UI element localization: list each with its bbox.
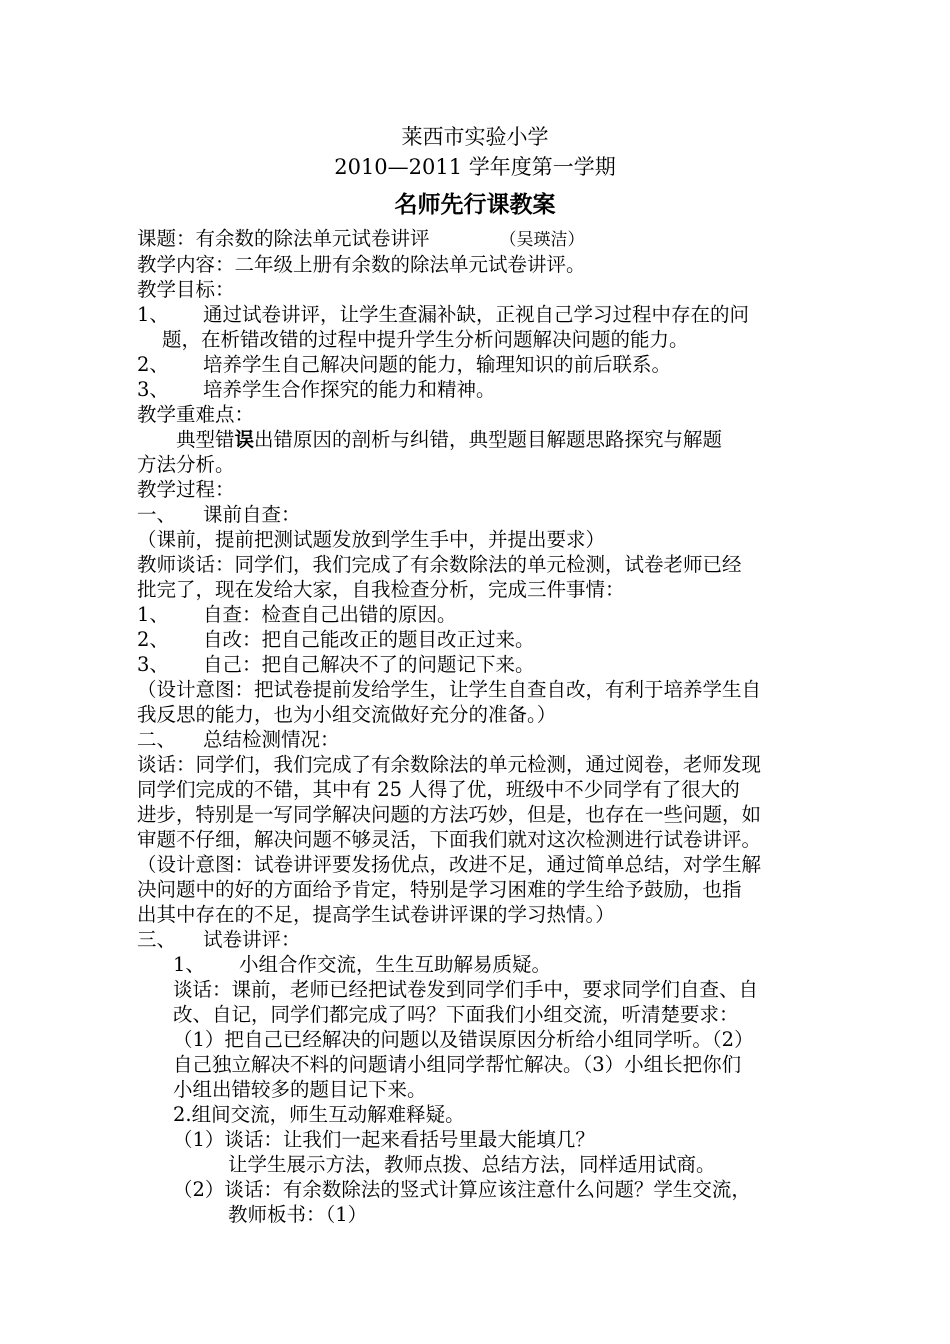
section-title: 试卷讲评： (203, 928, 301, 951)
item-number: 2、 (137, 628, 169, 651)
section-number: 一、 (137, 503, 177, 526)
section-2-design-3: 出其中存在的不足，提高学生试卷讲评课的学习热情。） (137, 903, 615, 926)
section-2-design-2: 决问题中的好的方面给予肯定，特别是学习困难的学生给予鼓励，也指 (137, 878, 742, 901)
section-1-heading (137, 505, 301, 525)
section-2-talk: 谈话：同学们，我们完成了有余数除法的单元检测，通过阅卷，老师发现 (137, 753, 762, 776)
key-text-bold: 误 (234, 428, 255, 451)
key-points-text (176, 430, 722, 450)
item-number: 3、 (137, 653, 169, 676)
section-3-2-2: （2）谈话：有余数除法的竖式计算应该注意什么问题？学生交流， (173, 1178, 751, 1201)
section-2-talk-2: 同学们完成的不错，其中有 25 人得了优，班级中不少同学有了很大的 (137, 778, 740, 801)
key-text-part: 出错原因的剖析与纠错，典型题目解题思路探究与解题 (254, 428, 723, 451)
section-2-talk-3: 进步，特别是一写同学解决问题的方法巧妙，但是，也存在一些问题，如 (137, 803, 762, 826)
document-title: 名师先行课教案 (394, 192, 556, 218)
section-1-design-continued: 我反思的能力，也为小组交流做好充分的准备。） (137, 703, 557, 726)
goal-number: 2、 (137, 353, 169, 376)
goal-text: 培养学生自己解决问题的能力，输理知识的前后联系。 (203, 353, 672, 376)
section-3-1-requirements-2: 自己独立解决不料的问题请小组同学帮忙解决。（3）小组长把你们 (173, 1053, 742, 1076)
item-number: 1、 (137, 603, 169, 626)
goal-number: 3、 (137, 378, 169, 401)
section-number: 三、 (137, 928, 177, 951)
section-1-talk-continued: 批完了，现在发给大家，自我检查分析，完成三件事情： (137, 578, 625, 601)
topic-author: （吴瑛洁） (499, 230, 585, 250)
section-1-item-1 (137, 605, 457, 625)
goal-item-1 (137, 305, 749, 325)
goals-heading: 教学目标： (137, 278, 235, 301)
item-text: 自查：检查自己出错的原因。 (203, 603, 457, 626)
section-3-1-talk: 谈话：课前，老师已经把试卷发到同学们手中，要求同学们自查、自 (173, 978, 759, 1001)
goal-text: 培养学生合作探究的能力和精神。 (203, 378, 496, 401)
section-title: 总结检测情况： (203, 728, 340, 751)
section-number: 二、 (137, 728, 177, 751)
section-1-item-3 (137, 655, 535, 675)
item-text: 自己：把自己解决不了的问题记下来。 (203, 653, 535, 676)
goal-item-1-continued: 题，在析错改错的过程中提升学生分析问题解决问题的能力。 (162, 328, 689, 351)
section-2-design: （设计意图：试卷讲评要发扬优点，改进不足，通过简单总结，对学生解 (137, 853, 762, 876)
goal-number: 1、 (137, 303, 169, 326)
key-points-heading: 教学重难点： (137, 403, 255, 426)
section-2-heading (137, 730, 340, 750)
section-3-1-talk-continued: 改、自记，同学们都完成了吗？下面我们小组交流，听清楚要求： (173, 1003, 739, 1026)
goal-item-2 (137, 355, 671, 375)
section-3-1-heading (173, 955, 551, 975)
teaching-content: 教学内容：二年级上册有余数的除法单元试卷讲评。 (137, 253, 586, 276)
topic-line (137, 229, 585, 249)
section-3-2-2-continued: 教师板书：（1） (228, 1203, 368, 1226)
section-3-1-requirements: （1）把自己已经解决的问题以及错误原因分析给小组同学听。（2） (173, 1028, 754, 1051)
section-1-design: （设计意图：把试卷提前发给学生，让学生自查自改，有利于培养学生自 (137, 678, 762, 701)
key-points-text-continued: 方法分析。 (137, 453, 235, 476)
goal-text: 通过试卷讲评，让学生查漏补缺，正视自己学习过程中存在的问 (203, 303, 750, 326)
section-3-2-1-continued: 让学生展示方法，教师点拨、总结方法，同样适用试商。 (228, 1153, 716, 1176)
section-3-1-requirements-3: 小组出错较多的题目记下来。 (173, 1078, 427, 1101)
section-2-talk-4: 审题不仔细，解决问题不够灵活，下面我们就对这次检测进行试卷讲评。 (137, 828, 762, 851)
item-text: 小组合作交流，生生互助解易质疑。 (239, 953, 552, 976)
key-text-part: 典型错 (176, 428, 235, 451)
section-1-item-2 (137, 630, 535, 650)
process-heading: 教学过程： (137, 478, 235, 501)
school-name: 莱西市实验小学 (401, 125, 549, 149)
section-title: 课前自查： (203, 503, 301, 526)
topic-label: 课题：有余数的除法单元试卷讲评 (137, 227, 430, 250)
section-1-note: （课前，提前把测试题发放到学生手中，并提出要求） (137, 528, 606, 551)
section-3-2-heading: 2.组间交流，师生互动解难释疑。 (173, 1103, 465, 1126)
goal-item-3 (137, 380, 496, 400)
section-1-talk: 教师谈话：同学们，我们完成了有余数除法的单元检测，试卷老师已经 (137, 553, 742, 576)
item-number: 1、 (173, 953, 205, 976)
section-3-heading (137, 930, 301, 950)
term-line: 2010—2011 学年度第一学期 (334, 155, 616, 179)
section-3-2-1: （1）谈话：让我们一起来看括号里最大能填几？ (173, 1128, 595, 1151)
item-text: 自改：把自己能改正的题目改正过来。 (203, 628, 535, 651)
